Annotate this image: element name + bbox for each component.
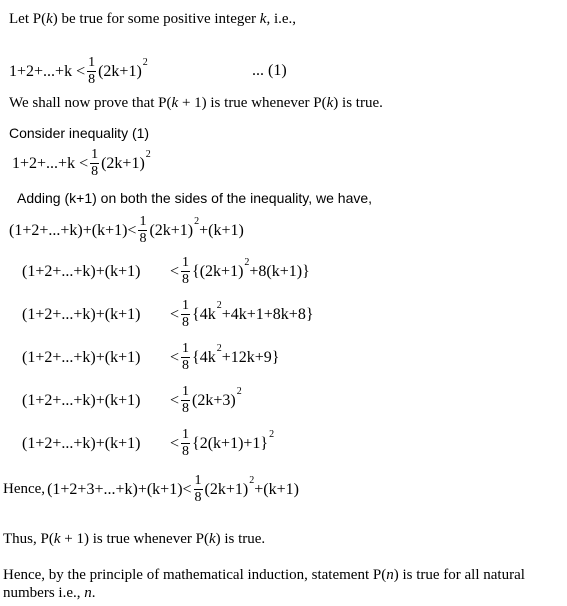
induction-statement-line: Hence, by the principle of mathematical induction, statement P(n) is true for all natural [3,567,525,583]
fraction-one-eighth: $\frac{1}{8}$ [182,341,190,373]
consider-line: Consider inequality (1) [9,125,150,141]
equation-2: 1+2+...+k < $\frac{1}{8}$ (2k+1) 2 [12,147,151,179]
fraction-one-eighth: $\frac{1}{8}$ [91,147,99,179]
equation-3: (1+2+...+k)+(k+1)< $\frac{1}{8}$ (2k+1) 2 +(k+1) [9,214,244,246]
fraction-one-eighth: $\frac{1}{8}$ [182,384,190,416]
equation-8: (1+2+...+k)+(k+1) < $\frac{1}{8}$ {2(k+1)+1} 2 [22,427,275,459]
equation-7: (1+2+...+k)+(k+1) < $\frac{1}{8}$ (2k+3) 2 [22,384,242,416]
conclusion-line: Thus, P(k + 1) is true whenever P(k) is true. [3,531,266,547]
fraction-one-eighth: $\frac{1}{8}$ [182,255,190,287]
equation-tag: ... (1) [252,62,287,79]
adding-line: Adding (k+1) on both the sides of the inequality, we have, [17,190,373,206]
fraction-one-eighth: $\frac{1}{8}$ [182,427,190,459]
fraction-one-eighth: $\frac{1}{8}$ [194,473,202,505]
equation-9: Hence, (1+2+3+...+k)+(k+1)< $\frac{1}{8}$ (2k+1) 2 +(k+1) [3,473,299,505]
proof-goal-line: We shall now prove that P(k + 1) is true whenever P(k) is true. [9,95,383,111]
equation-4: (1+2+...+k)+(k+1) < $\frac{1}{8}$ {(2k+1) 2 +8(k+1)} [22,255,310,287]
equation-6: (1+2+...+k)+(k+1) < $\frac{1}{8}$ {4k 2 +12k+9} [22,341,280,373]
intro-line: Let P(k) be true for some positive integer k, i.e., [9,11,297,27]
natural-numbers-line: numbers i.e., n. [3,585,96,601]
equation-1: 1+2+...+k < $\frac{1}{8}$ (2k+1) 2 [9,55,148,87]
fraction-one-eighth: $\frac{1}{8}$ [88,55,96,87]
fraction-one-eighth: $\frac{1}{8}$ [139,214,147,246]
equation-5: (1+2+...+k)+(k+1) < $\frac{1}{8}$ {4k 2 +4k+1+8k+8} [22,298,314,330]
fraction-one-eighth: $\frac{1}{8}$ [182,298,190,330]
